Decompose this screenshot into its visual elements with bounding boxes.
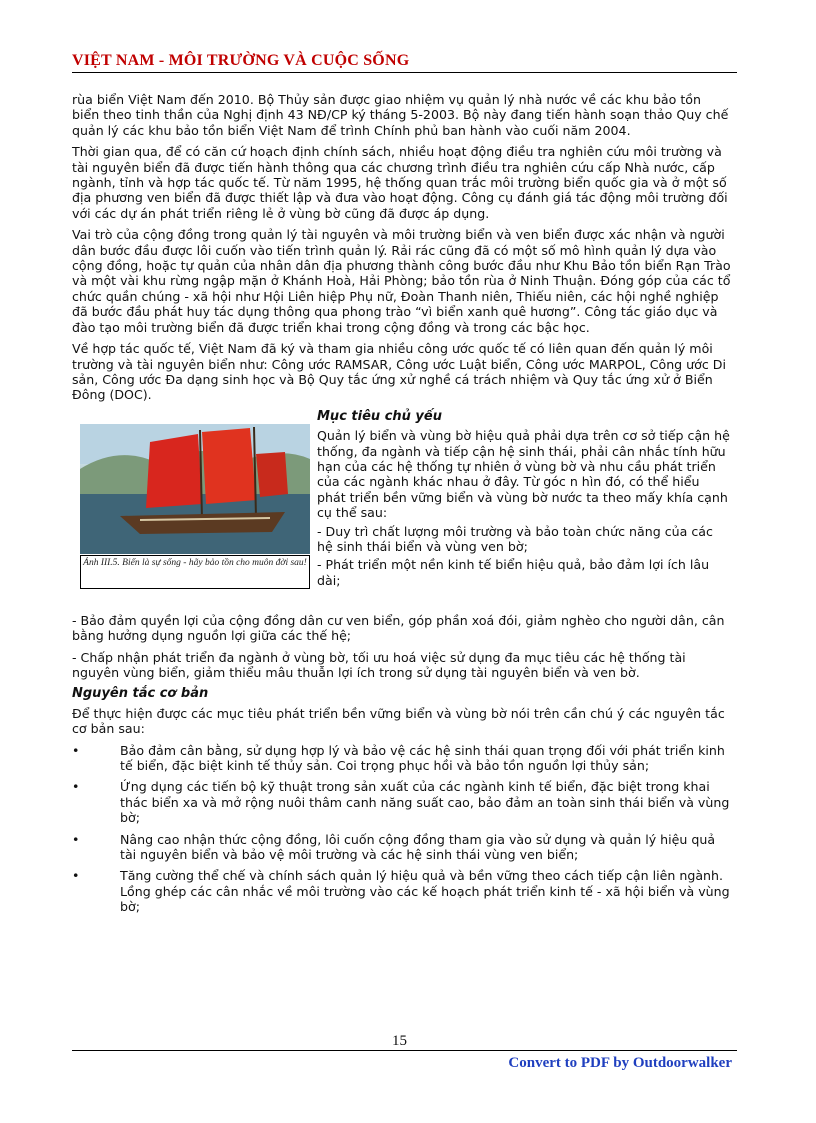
- principle-text: Bảo đảm cân bằng, sử dụng hợp lý và bảo vệ các hệ sinh thái quan trọng đối với phát triển kinh tế biển, đặc biệt kinh tế thủy sản. Coi trọng phục hồi và bảo tồn nguồn lợi thủy sản;: [120, 742, 725, 773]
- paragraph: Vai trò của cộng đồng trong quản lý tài nguyên và môi trường biển và ven biển được xác nhận và người dân bước đầu được lôi cuốn vào tiến trình quản lý. Rải rác cũng đã có một số mô hình quản lý dựa vào cộng đồng, hoặc tự quản của nhân dân địa phương thành công bước đầu như Khu Bảo tồn biển Rạn Trào và một vài khu rừng ngập mặn ở Khánh Hoà, Hải Phòng; bảo tồn rùa ở Ninh Thuận. Đóng góp của các tổ chức quần chúng - xã hội như Hội Liên hiệp Phụ nữ, Đoàn Thanh niên, Thiếu niên, các hội nghề nghiệp đã bước đầu phát huy tác dụng thông qua phong trào “vì biển xanh quê hương”. Công tác giáo dục và đào tạo môi trường biển đã được triển khai trong cộng đồng và trong các bậc học.: [72, 227, 731, 335]
- objectives-right-column: [317, 409, 732, 591]
- junk-boat-illustration: [80, 424, 310, 554]
- principle-item: [72, 868, 732, 914]
- objectives-section: [72, 409, 732, 609]
- header-title: VIỆT NAM - MÔI TRƯỜNG VÀ CUỘC SỐNG: [72, 52, 410, 69]
- principle-item: [72, 832, 732, 863]
- principle-text: Nâng cao nhận thức cộng đồng, lôi cuốn cộng đồng tham gia vào sử dụng và quản lý hiệu quả tài nguyên biển và bảo vệ môi trường và các hệ sinh thái vùng ven biển;: [120, 831, 716, 862]
- principles-heading: Nguyên tắc cơ bản: [72, 686, 209, 702]
- paragraph: rùa biển Việt Nam đến 2010. Bộ Thủy sản được giao nhiệm vụ quản lý nhà nước về các khu bảo tồn biển theo tinh thần của Nghị định 43 NĐ/CP ký tháng 5-2003. Bộ này đang tiến hành soạn thảo Quy chế quản lý các khu bảo tồn biển Việt Nam để trình Chính phủ ban hành vào cuối năm 2004.: [72, 92, 729, 138]
- footer-credit: Convert to PDF by Outdoorwalker: [508, 1055, 732, 1071]
- objective-item: - Bảo đảm quyền lợi của cộng đồng dân cư ven biển, góp phần xoá đói, giảm nghèo cho người dân, cân bằng hưởng dụng nguồn lợi giữa các thế hệ;: [72, 612, 725, 644]
- objective-item: - Chấp nhận phát triển đa ngành ở vùng bờ, tối ưu hoá việc sử dụng đa mục tiêu các hệ thống tài nguyên vùng biển, giảm thiểu mâu thuẫn lợi ích trong sử dụng tài nguyên biển và ven bờ.: [72, 649, 686, 680]
- principle-text: Tăng cường thể chế và chính sách quản lý hiệu quả và bền vững theo cách tiếp cận liên ngành. Lồng ghép các cân nhắc về môi trường vào các kế hoạch phát triển kinh tế - xã hội biển và vùng bờ;: [120, 868, 730, 915]
- bullet-icon: •: [72, 742, 80, 758]
- page-number: 15: [392, 1033, 407, 1049]
- objectives-intro: Quản lý biển và vùng bờ hiệu quả phải dựa trên cơ sở tiếp cận hệ thống, đa ngành và tiếp cận hệ sinh thái, phải cân nhắc tính hữu hạn của các hệ thống tự nhiên ở vùng bờ và nhu cầu phát triển của các ngành khác nhau ở đây. Từ góc n hìn đó, có thể hiểu phát triển bền vững biển và vùng bờ nước ta theo mấy khía cạnh cụ thể sau:: [317, 428, 730, 521]
- photo-caption: Ảnh III.5. Biển là sự sống - hãy bảo tồn cho muôn đời sau!: [80, 555, 310, 589]
- bullet-icon: •: [72, 868, 80, 884]
- principles-intro: Để thực hiện được các mục tiêu phát triển bền vững biển và vùng bờ nói trên cần chú ý các nguyên tắc cơ bản sau:: [72, 705, 725, 737]
- paragraph: Về hợp tác quốc tế, Việt Nam đã ký và tham gia nhiều công ước quốc tế có liên quan đến quản lý môi trường và tài nguyên biển như: Công ước RAMSAR, Công ước Luật biển, Công ước MARPOL, Công ước Di sản, Công ước Đa dạng sinh học và Bộ Quy tắc ứng xử nghề cá trách nhiệm và Quy tắc ứng xử ở Biển Đông (DOC).: [72, 341, 726, 403]
- objective-item: - Phát triển một nền kinh tế biển hiệu quả, bảo đảm lợi ích lâu dài;: [317, 557, 710, 588]
- principle-item: [72, 779, 732, 825]
- principle-text: Ứng dụng các tiến bộ kỹ thuật trong sản xuất của các ngành kinh tế biển, đặc biệt trong khai thác biển xa và mở rộng nuôi thâm canh năng suất cao, bảo đảm an toàn sinh thái biển và vùng bờ;: [120, 779, 730, 826]
- bullet-icon: •: [72, 831, 80, 847]
- page-content: [72, 92, 732, 921]
- junk-boat-photo: [80, 424, 310, 554]
- bullet-icon: •: [72, 779, 80, 795]
- page-header: [72, 50, 737, 73]
- footer-divider: [72, 1050, 737, 1051]
- principle-item: [72, 743, 732, 774]
- objectives-heading: Mục tiêu chủ yếu: [317, 408, 442, 424]
- objective-item: - Duy trì chất lượng môi trường và bảo toàn chức năng của các hệ sinh thái biển và vùng ven bờ;: [317, 523, 713, 554]
- paragraph: Thời gian qua, để có căn cứ hoạch định chính sách, nhiều hoạt động điều tra nghiên cứu môi trường và tài nguyên biển đã được tiến hành thông qua các chương trình điều tra nghiên cứu cấp Nhà nước, cấp ngành, tỉnh và hợp tác quốc tế. Từ năm 1995, hệ thống quan trắc môi trường biển quốc gia và ở một số địa phương ven biển đã được thiết lập và đưa vào hoạt động. Công cụ đánh giá tác động môi trường đối với các dự án phát triển riêng lẻ ở vùng bờ cũng đã được áp dụng.: [72, 144, 728, 221]
